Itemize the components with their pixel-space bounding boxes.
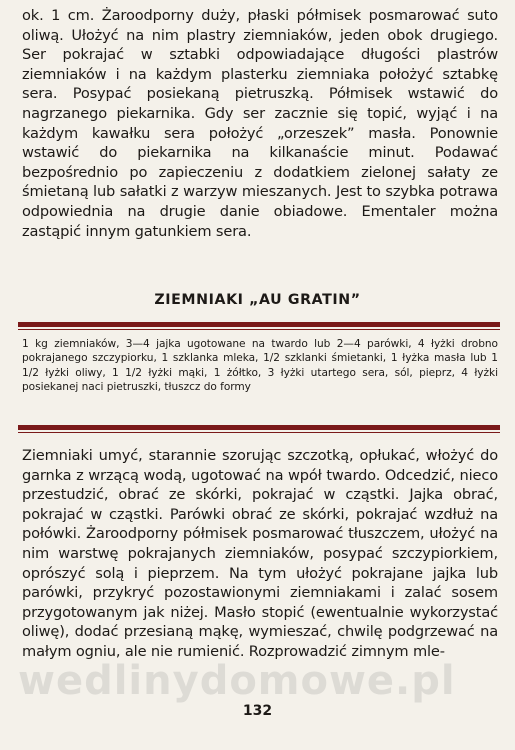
method-paragraph: Ziemniaki umyć, starannie szorując szczotką, opłukać, włożyć do garnka z wrzącą wodą, ugotować na wpół twardo. Odcedzić, nieco przestudzić, obrać ze skórki, pokrajać w cząstki. Jajka obrać, pokrajać w cząstki. Parówki obrać ze skórki, pokrajać wzdłuż na połówki. Żaroodporny półmisek posmarować tłuszczem, ułożyć na nim warstwę pokrajanych ziemniaków, posypać szczypiorkiem, oprószyć solą i pieprzem. Na tym ułożyć pokrajane jajka lub parówki, przykryć pozostawionymi ziemniakami i zalać sosem przygotowanym jak niżej. Masło stopić (ewentualnie wykorzystać oliwę), dodać przesianą mąkę, wymieszać, chwilę podgrzewać na małym ogniu, ale nie rumienić. Rozprowadzić zimnym mle- — [22, 447, 498, 660]
recipe-title: ZIEMNIAKI „AU GRATIN” — [154, 292, 361, 308]
page-number: 132 — [242, 703, 273, 719]
watermark: wedlinydomowe.pl — [18, 658, 456, 704]
ingredients-list: 1 kg ziemniaków, 3—4 jajka ugotowane na twardo lub 2—4 parówki, 4 łyżki drobno pokrajanego szczypiorku, 1 szklanka mleka, 1/2 szklanki śmietanki, 1 łyżka masła lub 1 1/2 łyżki oliwy, 1 1/2 łyżki mąki, 1 żółtko, 3 łyżki utartego sera, sól, pieprz, 4 łyżki posiekanej naci pietruszki, tłuszcz do formy — [22, 338, 498, 394]
ingredients-top-thin-rule — [18, 329, 500, 330]
ingredients-bottom-rule — [18, 425, 500, 430]
ingredients-bottom-thin-rule — [18, 432, 500, 433]
ingredients-top-rule — [18, 322, 500, 327]
intro-paragraph: ok. 1 cm. Żaroodporny duży, płaski półmisek posmarować suto oliwą. Ułożyć na nim plastry ziemniaków, jeden obok drugiego. Ser pokrajać w sztabki odpowiadające długości plastrów ziemniaków i na każdym plasterku ziemniaka położyć sztabkę sera. Posypać posiekaną pietruszką. Półmisek wstawić do nagrzanego piekarnika. Gdy ser zacznie się topić, wyjąć i na każdym kawałku sera położyć „orzeszek” masła. Ponownie wstawić do piekarnika na kilkanaście minut. Podawać bezpośrednio po zapieczeniu z dodatkiem zielonej sałaty ze śmietaną lub sałatki z warzyw mieszanych. Jest to szybka potrawa odpowiednia na drugie danie obiadowe. Ementaler można zastąpić innym gatunkiem sera. — [22, 7, 498, 240]
